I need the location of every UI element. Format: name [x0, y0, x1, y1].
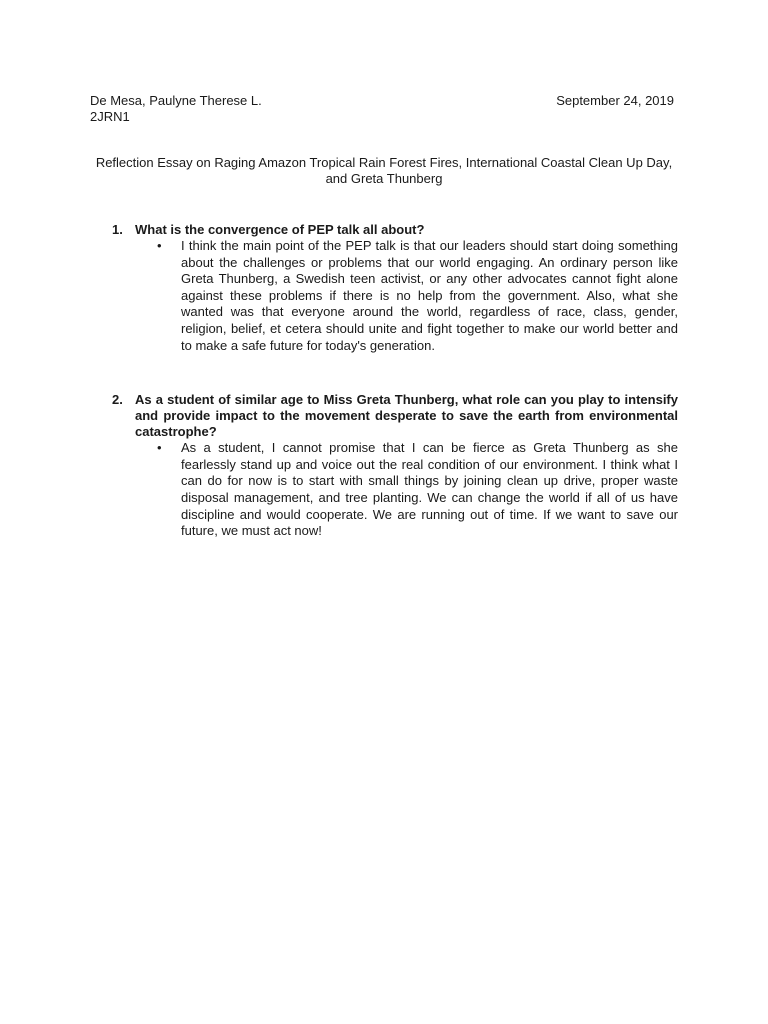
- question-list: [112, 222, 678, 540]
- bullet-icon: •: [157, 440, 162, 456]
- question-text: What is the convergence of PEP talk all about?: [135, 222, 425, 237]
- answer-text: As a student, I cannot promise that I can be fierce as Greta Thunberg as she fearlessly stand up and voice out the real condition of our environment. I think what I can do for now is to start with small things by joining clean up drive, proper waste disposal management, and tree planting. We can change the world if all of us have discipline and would cooperate. We are running out of time. If we want to save our future, we must act now!: [181, 440, 678, 539]
- bullet-icon: •: [157, 238, 162, 253]
- question-item: [112, 392, 678, 540]
- question-text: As a student of similar age to Miss Greta Thunberg, what role can you play to intensify and provide impact to the movement desperate to save the earth from environmental catastrophe?: [135, 392, 678, 440]
- answer-item: [157, 238, 678, 354]
- author-section: 2JRN1: [90, 109, 130, 124]
- question-heading: [112, 392, 678, 440]
- answer-text: I think the main point of the PEP talk is that our leaders should start doing something about the challenges or problems that our world engaging. An ordinary person like Greta Thunberg, a Swedish teen activist, or any other advocates cannot fight alone against these problems if there is no help from the government. Also, what she wanted was that everyone around the world, regardless of race, class, gender, religion, belief, et cetera should unite and fight together to make our world better and to make a safe future for today's generation.: [181, 238, 678, 353]
- question-number: 1.: [112, 222, 123, 237]
- answer-item: [157, 440, 678, 540]
- author-name: De Mesa, Paulyne Therese L.: [90, 93, 262, 108]
- essay-title: Reflection Essay on Raging Amazon Tropical Rain Forest Fires, International Coastal Clean Up Day, and Greta Thunberg: [95, 155, 673, 186]
- question-item: [112, 222, 678, 354]
- document-date: September 24, 2019: [556, 93, 674, 108]
- author-block: [90, 93, 262, 125]
- question-heading: [112, 222, 678, 238]
- question-number: 2.: [112, 392, 123, 408]
